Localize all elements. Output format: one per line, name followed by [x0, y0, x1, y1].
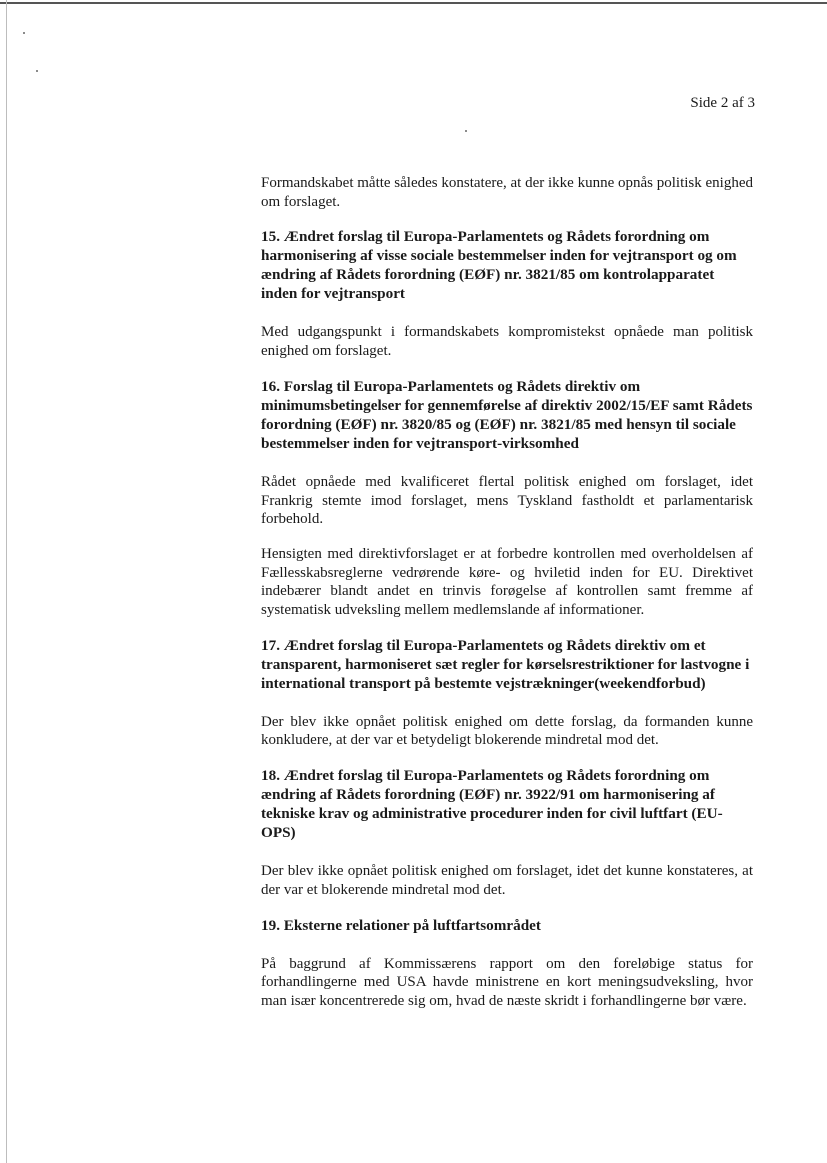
section-paragraph: På baggrund af Kommissærens rapport om den foreløbige status for forhandlingerne med USA havde ministrene en kort meningsudveksling, hvor man især koncentrerede sig om, hvad de næste skridt i forhandlingerne bør være. [261, 955, 753, 1009]
section-heading: 17. Ændret forslag til Europa-Parlamentets og Rådets direktiv om et transparent, harmoniseret sæt regler for kørselsrestriktioner for lastvogne i international transport på bestemte vejstrækninger(weekendforbud) [261, 636, 750, 692]
section-paragraph: Der blev ikke opnået politisk enighed om forslaget, idet det kunne konstateres, at der var et blokerende mindretal mod det. [261, 863, 753, 898]
section-17 [261, 636, 753, 750]
page-number: Side 2 af 3 [690, 95, 755, 111]
document-body [261, 174, 753, 1027]
section-18 [261, 766, 753, 899]
scan-speck [23, 32, 25, 34]
section-15 [261, 227, 753, 360]
section-paragraph: Med udgangspunkt i formandskabets kompromistekst opnåede man politisk enighed om forslaget. [261, 324, 753, 360]
section-heading: 15. Ændret forslag til Europa-Parlamentets og Rådets forordning om harmonisering af visse sociale bestemmelser inden for vejtransport og om ændring af Rådets forordning (EØF) nr. 3821/85 om kontrolapparatet inden for vejtransport [261, 228, 737, 303]
section-16 [261, 377, 753, 620]
section-paragraph: Der blev ikke opnået politisk enighed om dette forslag, da formanden kunne konkludere, at der var et betydeligt blokerende mindretal mod det. [261, 713, 753, 749]
scan-top-border [0, 2, 827, 4]
intro-paragraph: Formandskabet måtte således konstatere, at der ikke kunne opnås politisk enighed om forslaget. [261, 175, 753, 210]
section-paragraph: Rådet opnåede med kvalificeret flertal politisk enighed om forslaget, idet Frankrig stemte imod forslaget, mens Tyskland fastholdt et parlamentarisk forbehold. [261, 473, 753, 528]
section-19 [261, 916, 753, 1011]
section-heading: 18. Ændret forslag til Europa-Parlamentets og Rådets forordning om ændring af Rådets forordning (EØF) nr. 3922/91 om harmonisering af tekniske krav og administrative procedurer inden for civil luftfart (EU-OPS) [261, 767, 723, 842]
section-heading: 16. Forslag til Europa-Parlamentets og Rådets direktiv om minimumsbetingelser for gennemførelse af direktiv 2002/15/EF samt Rådets forordning (EØF) nr. 3820/85 og (EØF) nr. 3821/85 med hensyn til sociale bestemmelser inden for vejtransport-virksomhed [261, 377, 753, 452]
section-heading: 19. Eksterne relationer på luftfartsområdet [261, 916, 541, 934]
scan-speck [36, 70, 38, 72]
section-paragraph: Hensigten med direktivforslaget er at forbedre kontrollen med overholdelsen af Fællesskabsreglerne vedrørende køre- og hviletid inden for EU. Direktivet indebærer blandt andet en trinvis forøgelse af kontrollen samt fremme af systematisk udveksling mellem medlemslande af informationer. [261, 545, 753, 619]
scan-speck [465, 130, 467, 132]
scan-left-edge [6, 0, 7, 1163]
